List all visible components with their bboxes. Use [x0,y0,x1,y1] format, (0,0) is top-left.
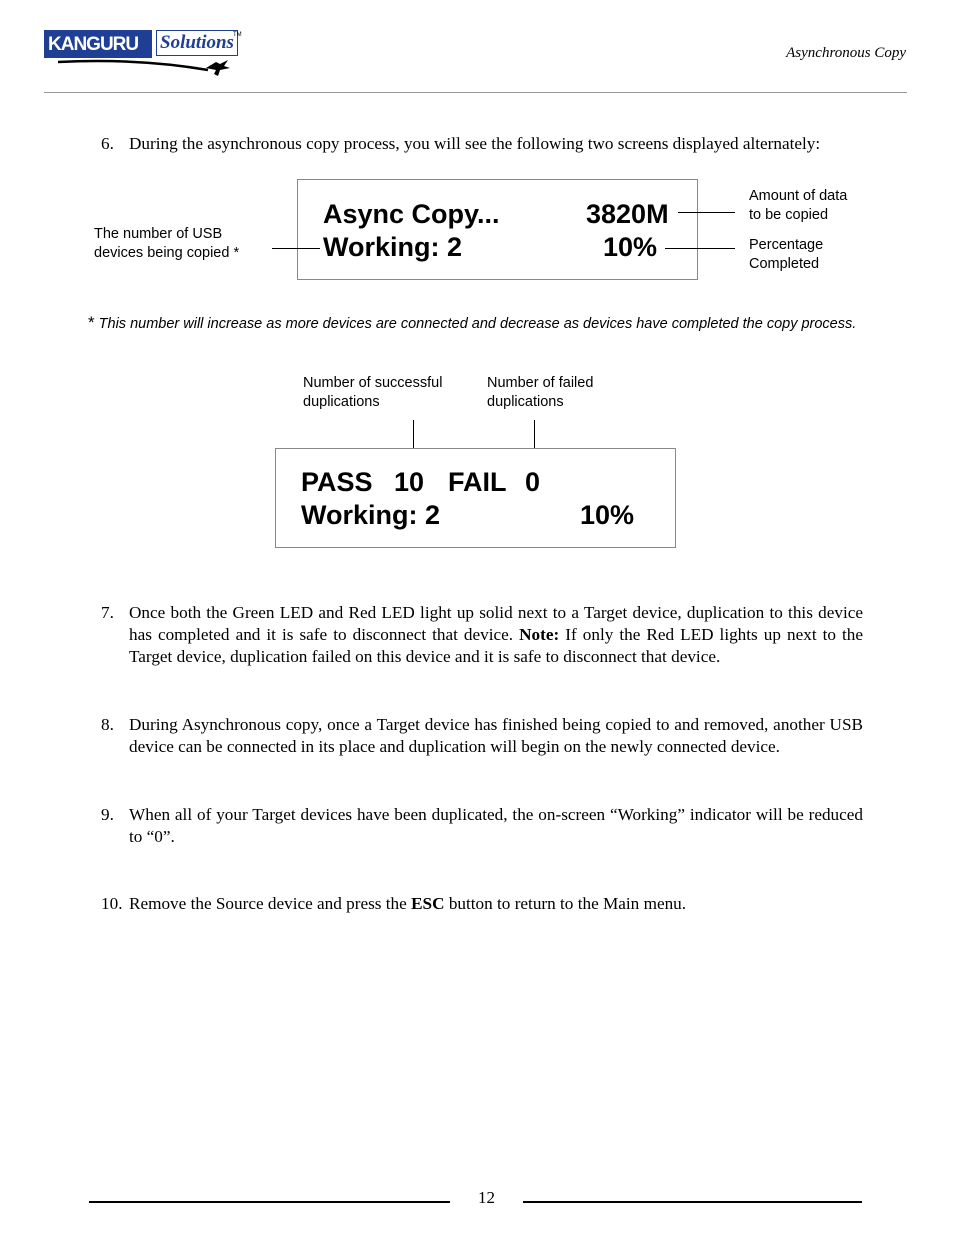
step-text-part: Remove the Source device and press the [129,894,407,913]
footnote-text: This number will increase as more devices are connected and decrease as devices have completed the copy process. [98,316,857,332]
step-text: During Asynchronous copy, once a Target device has finished being copied to and removed, another USB device can be connected in its place and duplication will begin on the newly connected device. [129,715,863,756]
callout-line: Amount of data [749,188,848,204]
callout-usb-devices [94,225,239,262]
logo-wordmark: KANGURU [48,34,139,55]
step-number: 7. [101,603,114,622]
footnote-star: * [88,313,95,332]
callout-line: Number of successful [303,375,443,391]
lcd-pass-value: 10 [394,467,425,497]
callout-line: Percentage [749,237,824,253]
callout-percentage [749,236,823,273]
step-text-part: Once both the Green LED and Red LED light up solid next to a Target device, duplication to this device has completed and it is safe to disconnect that device. [129,603,863,644]
footer-rule-left [89,1201,450,1203]
callout-amount-of-data [749,187,847,224]
step-text: During the asynchronous copy process, you will see the following two screens displayed alternately: [129,134,821,153]
leader-line [272,248,320,249]
lcd-screen-async-copy [297,179,698,280]
step-text: When all of your Target devices have been duplicated, the on-screen “Working” indicator will be reduced to “0”. [129,805,863,846]
callout-line: duplications [303,393,380,410]
callout-successful [303,374,442,411]
step-number: 6. [101,134,114,153]
step-number: 9. [101,805,114,824]
callout-line: Number of failed [487,375,594,391]
logo-tm: TM [233,32,242,38]
lcd-line2-left: Working: 2 [301,500,441,530]
step-text [129,602,863,668]
footer-rule-right [523,1201,862,1203]
callout-line: The number of USB [94,226,223,242]
callout-line: to be copied [749,206,829,223]
step-text [129,893,863,915]
callout-line: Completed [749,255,820,272]
lcd-pass-label: PASS [301,467,373,497]
header-divider [44,92,907,93]
lcd-line1-right: 3820M [586,199,669,229]
footnote [88,311,868,336]
step-number: 10. [101,894,123,913]
kanguru-logo [44,28,244,84]
step-10 [101,893,863,915]
page-number: 12 [478,1188,495,1207]
leader-line [678,212,735,213]
callout-line: devices being copied * [94,244,240,261]
leader-line [665,248,735,249]
callout-failed [487,374,593,411]
lcd-fail-label: FAIL [448,467,507,497]
lcd-line1-left: Async Copy... [323,199,500,229]
step-number: 8. [101,715,114,734]
step-9 [101,804,863,848]
esc-key-label: ESC [411,894,445,913]
lcd-line2-right: 10% [580,500,635,530]
lcd-line2-right: 10% [603,232,658,262]
step-text-part: If only the Red LED lights up next to the Target device, duplication failed on this device and it is safe to disconnect that device. [129,625,864,666]
running-head: Asynchronous Copy [786,45,906,61]
step-8 [101,714,863,758]
logo-solutions: Solutions [156,30,238,56]
note-label: Note: [519,625,560,644]
step-6 [101,133,863,155]
step-7 [101,602,863,668]
kangaroo-swoosh-icon [58,56,238,82]
logo-mark [44,30,152,58]
lcd-screen-pass-fail [275,448,676,548]
lcd-line2-left: Working: 2 [323,232,463,262]
step-text-part: button to return to the Main menu. [448,894,687,913]
callout-line: duplications [487,393,564,410]
lcd-fail-value: 0 [525,467,541,497]
